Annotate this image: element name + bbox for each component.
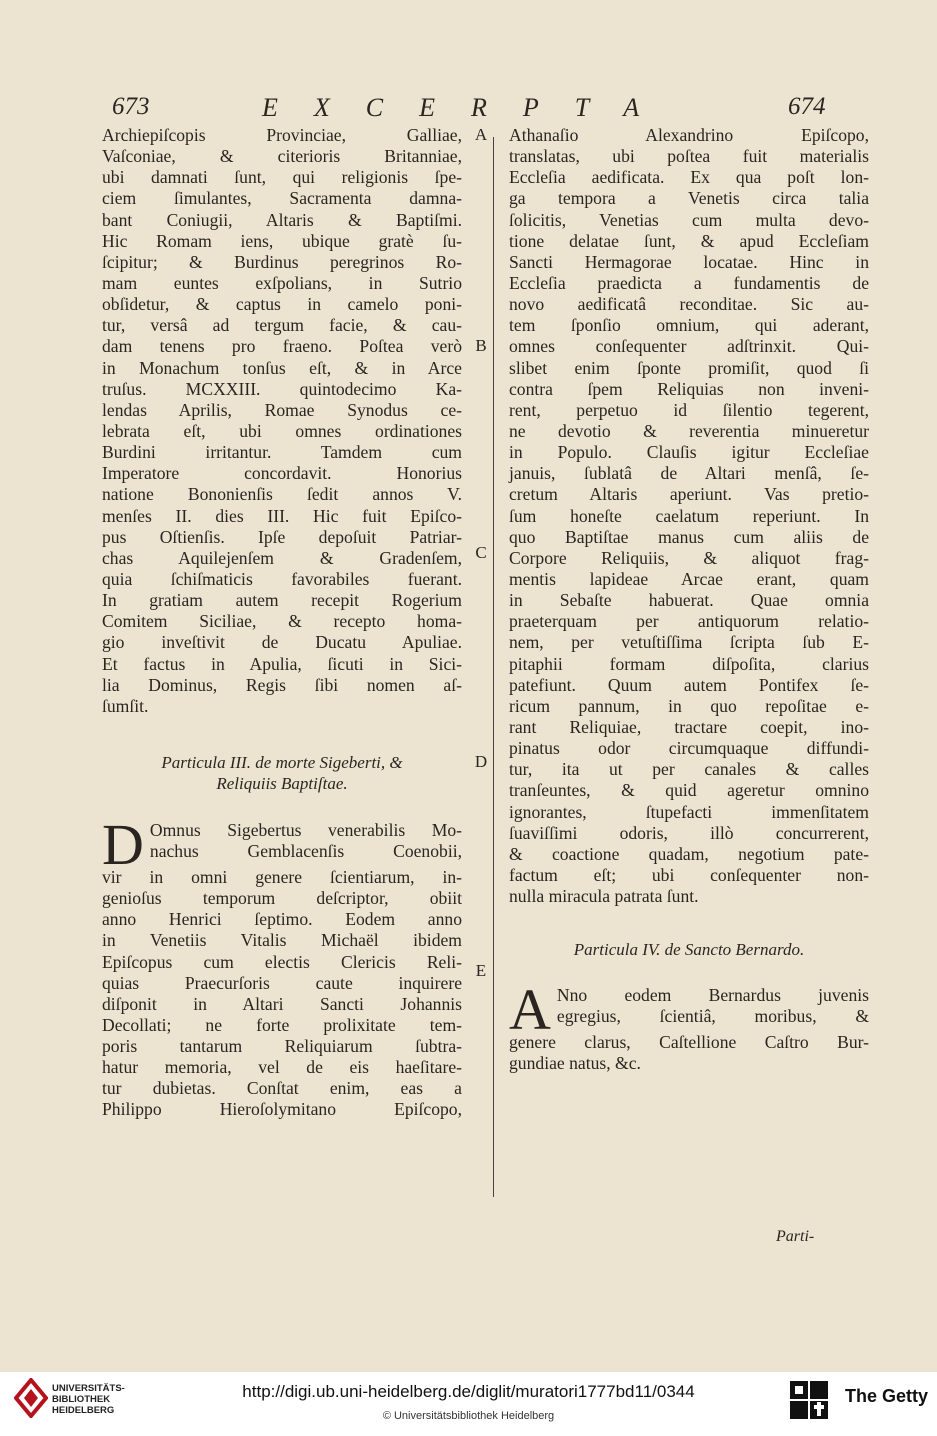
- text-line: Omnus Sigebertus venerabilis Mo-: [149, 819, 462, 840]
- text-line: gundiae natus, &c.: [509, 1053, 641, 1074]
- text-line: nulla miracula patrata ſunt.: [509, 886, 699, 907]
- text-line: tur, ita ut per canales & calles: [509, 759, 869, 780]
- ub-line-1: UNIVERSITÄTS-: [52, 1383, 125, 1394]
- text-line: ciem ſimulantes, Sacramenta damna-: [102, 188, 462, 209]
- text-line: genere clarus, Caſtellione Caſtro Bur-: [509, 1032, 869, 1053]
- text-line: Et factus in Apulia, ſicuti in Sici-: [102, 653, 462, 674]
- text-line: januis, ſublatâ de Altari menſâ, ſe-: [509, 463, 869, 484]
- text-line: & coactione quadam, negotium pate-: [509, 843, 869, 864]
- left-column: [102, 125, 462, 1121]
- drop-cap-a: A: [509, 977, 551, 1043]
- left-paragraph-2: [102, 811, 462, 1121]
- page-header: [0, 93, 937, 123]
- particula-iv-heading: Particula IV. de Sancto Bernardo.: [573, 940, 805, 960]
- text-line: ga tempora a Venetis circa talia: [509, 188, 869, 209]
- column-divider: [493, 137, 494, 1197]
- text-line: in Sebaſte habuerat. Quae omnia: [509, 590, 869, 611]
- text-line: tione delatae ſunt, & apud Eccleſiam: [509, 230, 869, 251]
- particula-iii-heading-line2: Reliquiis Baptiſtae.: [216, 773, 348, 793]
- text-line: poris tantarum Reliquiarum ſubtra-: [102, 1036, 462, 1057]
- text-line: ſum honeſte caelatum reperiunt. In: [509, 505, 869, 526]
- text-line: Imperatore concordavit. Honorius: [102, 463, 462, 484]
- text-line: pitaphii formam diſpoſita, clarius: [509, 653, 869, 674]
- text-line: translatas, ubi poſtea fuit materialis: [509, 146, 869, 167]
- drop-cap-lines: [509, 985, 869, 1027]
- page-number-left: 673: [112, 93, 150, 120]
- text-line: lendas Aprilis, Romae Synodus ce-: [102, 399, 462, 420]
- drop-cap-d: D: [102, 811, 144, 877]
- text-line: vir in omni genere ſcientiarum, in-: [102, 866, 462, 887]
- footer-bar: [0, 1372, 937, 1436]
- text-line: mentis lapideae Arcae erant, quam: [509, 568, 869, 589]
- right-column: [509, 125, 869, 1074]
- text-line: Archiepiſcopis Provinciae, Galliae,: [102, 125, 462, 145]
- text-line: ſumſit.: [102, 695, 149, 716]
- text-line: Burdini irritantur. Tamdem cum: [102, 442, 462, 463]
- text-line: contra ſpem Reliquias non inveni-: [509, 378, 869, 399]
- text-line: pinatus odor circumquaque diffundi-: [509, 738, 869, 759]
- text-line: rant Reliquiae, tractare coepit, ino-: [509, 716, 869, 737]
- text-line: diſponit in Altari Sancti Johannis: [102, 993, 462, 1014]
- text-line: omnes conſequenter adſtrinxit. Qui-: [509, 336, 869, 357]
- text-line: ne devotio & reverentia minueretur: [509, 420, 869, 441]
- text-line: quo Baptiſtae manus cum aliis de: [509, 526, 869, 547]
- margin-mark-c: C: [475, 543, 487, 562]
- text-line: tur dubietas. Conſtat enim, eas a: [102, 1078, 462, 1099]
- right-paragraph-2-lines: [509, 1032, 869, 1074]
- text-line: Eccleſia praedicta a fundamentis de: [509, 272, 869, 293]
- text-line: tur, versâ ad tergum facie, & cau-: [102, 315, 462, 336]
- left-paragraph-2-lines: [102, 867, 462, 1121]
- text-line: truſus. MCXXIII. quintodecimo Ka-: [102, 378, 462, 399]
- text-line: cretum Altaris aperiunt. Vas pretio-: [509, 484, 869, 505]
- getty-label: The Getty: [845, 1386, 929, 1406]
- text-line: In gratiam autem recepit Rogerium: [102, 590, 462, 611]
- text-line: tem ſponſio omnium, qui aderant,: [509, 315, 869, 336]
- text-line: Hic Romam iens, ubique gratè ſu-: [102, 230, 462, 251]
- text-line: Decollati; ne forte prolixitate tem-: [102, 1014, 462, 1035]
- text-line: natione Bononienſis ſedit annos V.: [102, 484, 462, 505]
- ub-line-3: HEIDELBERG: [52, 1405, 115, 1416]
- text-line: obſidetur, & captus in camelo poni-: [102, 294, 462, 315]
- right-text-block: [509, 125, 869, 907]
- margin-mark-a: A: [474, 125, 488, 144]
- getty-logo-icon: [790, 1381, 828, 1419]
- text-line: Eccleſia aedificata. Ex qua poſt lon-: [509, 167, 869, 188]
- text-line: Comitem Siciliae, & recepto homa-: [102, 611, 462, 632]
- text-line: nem, per vetuſtiſſima ſcripta ſub E-: [509, 632, 869, 653]
- text-line: ricum pannum, in quo repoſitae e-: [509, 695, 869, 716]
- left-text-block: [102, 125, 462, 717]
- text-line: lebrata eſt, ubi omnes ordinationes: [102, 420, 462, 441]
- text-line: genioſus temporum deſcriptor, obiit: [102, 888, 462, 909]
- text-line: Sancti Hermagorae locatae. Hinc in: [509, 251, 869, 272]
- text-line: Athanaſio Alexandrino Epiſcopo,: [509, 125, 869, 145]
- text-line: patefiunt. Quum autem Pontifex ſe-: [509, 674, 869, 695]
- margin-mark-d: D: [474, 752, 488, 771]
- text-line: dam tenens pro fraeno. Poſtea verò: [102, 336, 462, 357]
- text-line: Philippo Hieroſolymitano Epiſcopo,: [102, 1099, 462, 1120]
- text-line: pus Oſtienſis. Ipſe depoſuit Patriar-: [102, 526, 462, 547]
- right-paragraph-2: [509, 977, 869, 1074]
- text-line: tranſeuntes, & quid ageretur omnino: [509, 780, 869, 801]
- running-title: EXCERPTA: [262, 93, 676, 122]
- text-line: gio inveſtivit de Ducatu Apuliae.: [102, 632, 462, 653]
- text-line: bant Coniugii, Altaris & Baptiſmi.: [102, 209, 462, 230]
- text-line: in Venetiis Vitalis Michaël ibidem: [102, 930, 462, 951]
- text-line: lia Dominus, Regis ſibi nomen aſ-: [102, 674, 462, 695]
- text-line: Vaſconiae, & citerioris Britanniae,: [102, 146, 462, 167]
- text-line: Nno eodem Bernardus juvenis: [556, 985, 869, 1006]
- margin-mark-b: B: [475, 336, 487, 355]
- text-line: hatur memoria, vel de eis haeſitare-: [102, 1057, 462, 1078]
- text-line: ſuaviſſimi odoris, illò concurrerent,: [509, 822, 869, 843]
- text-line: nachus Gemblacenſis Coenobii,: [149, 841, 462, 862]
- ub-line-2: BIBLIOTHEK: [52, 1394, 111, 1405]
- text-line: rent, perpetuo id ſilentio tegerent,: [509, 399, 869, 420]
- permalink-url[interactable]: http://digi.ub.uni-heidelberg.de/diglit/muratori1777bd11/0344: [242, 1382, 695, 1401]
- page-number-right: 674: [788, 93, 826, 120]
- drop-cap-lines: [102, 820, 462, 862]
- text-line: in Monachum tonſus eſt, & in Arce: [102, 357, 462, 378]
- text-line: Epiſcopus cum electis Clericis Reli-: [102, 951, 462, 972]
- text-line: egregius, ſcientiâ, moribus, &: [556, 1006, 869, 1027]
- text-line: ignorantes, ſtupefacti immenſitatem: [509, 801, 869, 822]
- text-line: menſes II. dies III. Hic fuit Epiſco-: [102, 505, 462, 526]
- text-line: factum eſt; ubi conſequenter non-: [509, 864, 869, 885]
- text-line: ſolicitis, Venetias cum multa devo-: [509, 209, 869, 230]
- text-line: ubi damnati ſunt, qui religionis ſpe-: [102, 167, 462, 188]
- text-line: in Populo. Clauſis igitur Eccleſiae: [509, 442, 869, 463]
- margin-mark-e: E: [475, 961, 487, 980]
- text-line: novo aedificatâ reconditae. Sic au-: [509, 294, 869, 315]
- text-line: chas Aquilejenſem & Gradenſem,: [102, 547, 462, 568]
- text-line: anno Henrici ſeptimo. Eodem anno: [102, 909, 462, 930]
- text-line: quias Praecurſoris caute inquirere: [102, 972, 462, 993]
- text-line: ſcipitur; & Burdinus peregrinos Ro-: [102, 251, 462, 272]
- text-line: mam euntes exſpolians, in Sutrio: [102, 272, 462, 293]
- text-line: praeterquam per antiquorum relatio-: [509, 611, 869, 632]
- particula-iii-heading-line1: Particula III. de morte Sigeberti, &: [161, 752, 403, 772]
- text-line: Corpore Reliquiis, & aliquot frag-: [509, 547, 869, 568]
- copyright-notice: © Universitätsbibliothek Heidelberg: [382, 1410, 555, 1422]
- text-line: slibet enim ſponte promiſit, quod ſi: [509, 357, 869, 378]
- text-line: quia ſchiſmaticis favorabiles fuerant.: [102, 568, 462, 589]
- catchword: Parti-: [776, 1228, 815, 1245]
